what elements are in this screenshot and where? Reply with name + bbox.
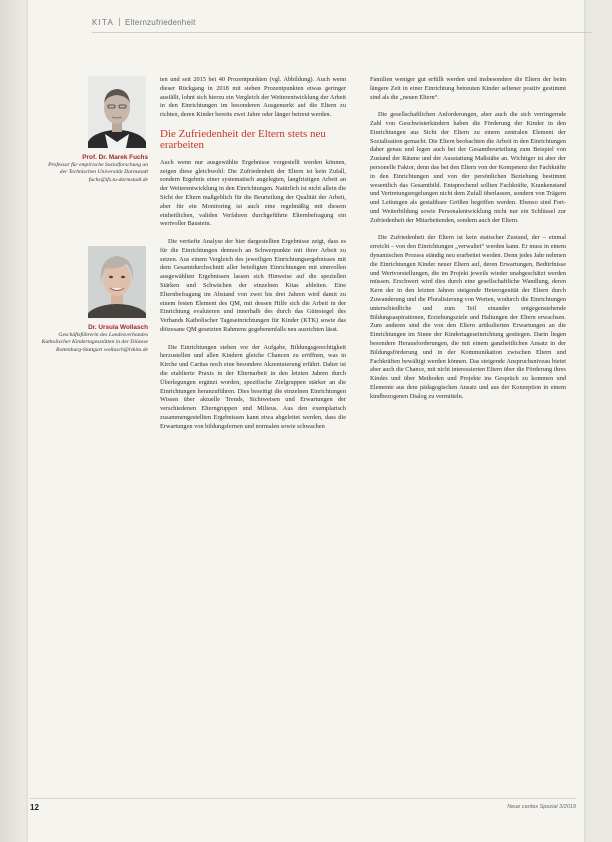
author-name: Dr. Ursula Wollasch [88,324,148,331]
header-rule [92,32,592,33]
portrait-man-image [88,76,146,148]
author-photo-1 [88,76,146,148]
author-bio: Professor für empirische Sozialforschung an der Technischen Universität Darmstadt fuchs@ifs.tu-darmstadt.de [48,162,148,183]
article-column-right [370,76,566,410]
paragraph: Auch wenn nur ausgewählte Ergebnisse vorgestellt werden können, zeigen diese gleichwohl: Die Zufriedenheit der Eltern ist kein Zufall, sondern Ergebnis einer systematisch angelegten, langfristigen Arbeit an der Weiterentwicklung in den Einrichtungen. Natürlich ist nicht allein die Sicht der Eltern maßgeblich für die Beurteilung der Qualität der Arbeit, aber für ein Monitoring ist auch eine regelmäßig mit diesem einheitlichen, validen Verfahren durchgeführte Elternbefragung ein wertvoller Baustein. [160,158,346,228]
paragraph: Die vertiefte Analyse der hier dargestellten Ergebnisse zeigt, dass es für die Einrichtungen dennoch an Schwerpunkte mit ihrer Arbeit zu setzen. Aus einem Vergleich des jeweiligen Einrichtungsergebnisses mit dem Gesamtdurchschnitt aller beteiligten Einrichtungen mit sinnvollen ausgewählten Ergebnissen lassen sich Hinweise auf die speziellen Stärken und Schwächen der einzelnen Kitas ableiten. Eine Elternbefragung im Abstand von zwei bis drei Jahren wird damit zu einem festen Element des QM, mit dessen Hilfe sich die Arbeit in der Einrichtung evaluieren und innerhalb des durch das Gütesiegel des Verbands Katholischer Tageseinrichtungen für Kinder (KTK) sowie das diözesane QM gesetzten Rahmens gegebenenfalls neu ausrichten lässt. [160,237,346,333]
page-gutter-shadow [0,0,28,842]
footer-rule [30,798,576,799]
page-number: 12 [30,803,39,812]
paragraph: Die Zufriedenheit der Eltern ist kein statischer Zustand, der – einmal erreicht – von den Einrichtungen „verwaltet“ werden kann. Er muss in einem dynamischen Prozess ständig neu erarbeitet werden. Denn jedes Jahr nehmen die Einrichtungen Kinder neuer Eltern auf, deren Erwartungen, Bedürfnisse und Wertvorstellungen, die im Projekt jeweils wieder unabgeschätzt werden müssen. Erschwert wird dies durch eine gesellschaftliche Wandlung, deren Kern der in den letzten Jahren steigende Heterogenität der Eltern durch Zuwanderung und die Pluralisierung von Werten, wodurch die Einrichtungen unterschiedliche und zum Teil einander entgegenstehende Bildungsaspirationen, Erziehungsziele und Haltungen der Eltern erwachsen. Zum anderen sind die von den Eltern artikulierten Erwartungen an die Einrichtungen im Sinne der Kindertageseinrichtung gestiegen. Darin liegen besondere Herausforderungen, die mit einem ganzheitlichen Ansatz in der Bildungsförderung und in der Kommunikation zwischen Eltern und Fachkräften bewältigt werden können. Das steigende Anspruchsniveau bietet aber auch die Chance, mit nicht interessierten Eltern über die Förderung ihres Kindes und über Methoden und Projekte ins Gespräch zu kommen und Elemente aus dem pädagogischen Ansatz und aus der Konzeption in einem kindbezogenen Dialog zu vermitteln. [370,234,566,400]
paragraph: Familien weniger gut erfüllt werden und insbesondere die Eltern der beim längere Zeit in einer Einrichtung betreuten Kinder seltener positiv gestimmt sind als die „neuen Eltern“. [370,76,566,101]
author-bio: Geschäftsführerin des Landesverbandes Katholischer Kindertagesstätten in der Diözese Rottenburg-Stuttgart wollasch@lvkita.de [41,332,148,353]
header-subsection: Elternzufriedenheit [125,18,196,27]
author-name: Prof. Dr. Marek Fuchs [82,154,148,161]
header-separator [119,18,120,26]
author-photo-2 [88,246,146,318]
running-header [92,18,196,30]
journal-name: Neue caritas Spezial 3/2019 [507,804,576,810]
author-caption-1 [40,154,148,184]
paragraph: ten und seit 2015 bei 40 Prozentpunkten (vgl. Abbildung). Auch wenn dieser Rückgang in 2018 mit sieben Prozentpunkten etwas geringer ausfällt, lohnt sich hierzu ein Vergleich der Weiterentwicklung der Arbeit in den Einrichtungen im besonderen Ausgemerkt auf die Eltern zu richten, deren Kinder bereits zwei Jahre oder länger betreut werden. [160,76,346,119]
paragraph: Die Einrichtungen stehen vor der Aufgabe, Bildungsgerechtigkeit herzustellen und allen Kindern gleiche Chancen zu eröffnen, was in Kirche und Caritas noch eine besondere Akzentuierung erfährt. Daher ist die etablierte Praxis in der Elternarbeit in den letzten Jahren durch Überlegungen ergänzt worden, spezifische Zielgruppen stärker an die Einrichtungen heranzuführen. Dies beseitigt die einzelnen Einrichtungen Wissen über aktuelle Trends, Sichtweisen und Erwartungen der verschiedenen Elterngruppen und Milieus. Aus den exemplarisch zusammengestellten Ergebnissen kann etwa abgeleitet werden, dass die Erwartungen von bildungsfernen und normalen sowie schwachen [160,343,346,430]
paragraph: Die gesellschaftlichen Anforderungen, aber auch die sich verringernde Zahl von Geschwisterkindern haben die Förderung der Kinder in den Einrichtungen aus Sicht der Eltern zu einem zentralen Element der Sozialisation gemacht. Die Eltern beobachten die Arbeit in den Einrichtungen daher genau und legen auch bei der Gesamtbeurteilung zum Beispiel von Zustand der Räume und der Ausstattung Maßstäbe an. Wichtiger ist aber der personelle Faktor, denn das bei den Eltern von der Kompetenz der Fachkräfte in den Einrichtungen und von der persönlichen Beziehung bestimmt wesentlich das Gesamtbild. Entsprechend sollten Fachkräfte, Krankenstand und Vertretungsregelungen nicht dem Zufall überlassen, sondern von Trägern und Leitungen als gestaltbare Größen begriffen werden. Ebenso sind Fort- und Weiterbildung sowie Personalentwicklung nicht nur ein Schlüssel zur Zufriedenheit der Mitarbeitenden, sondern auch der Eltern. [370,111,566,224]
article-column-middle [160,76,346,440]
section-heading: Die Zufriedenheit der Eltern stets neu erarbeiten [160,127,326,152]
header-section: KITA [92,18,114,27]
author-caption-2 [40,324,148,354]
portrait-woman-image [88,246,146,318]
